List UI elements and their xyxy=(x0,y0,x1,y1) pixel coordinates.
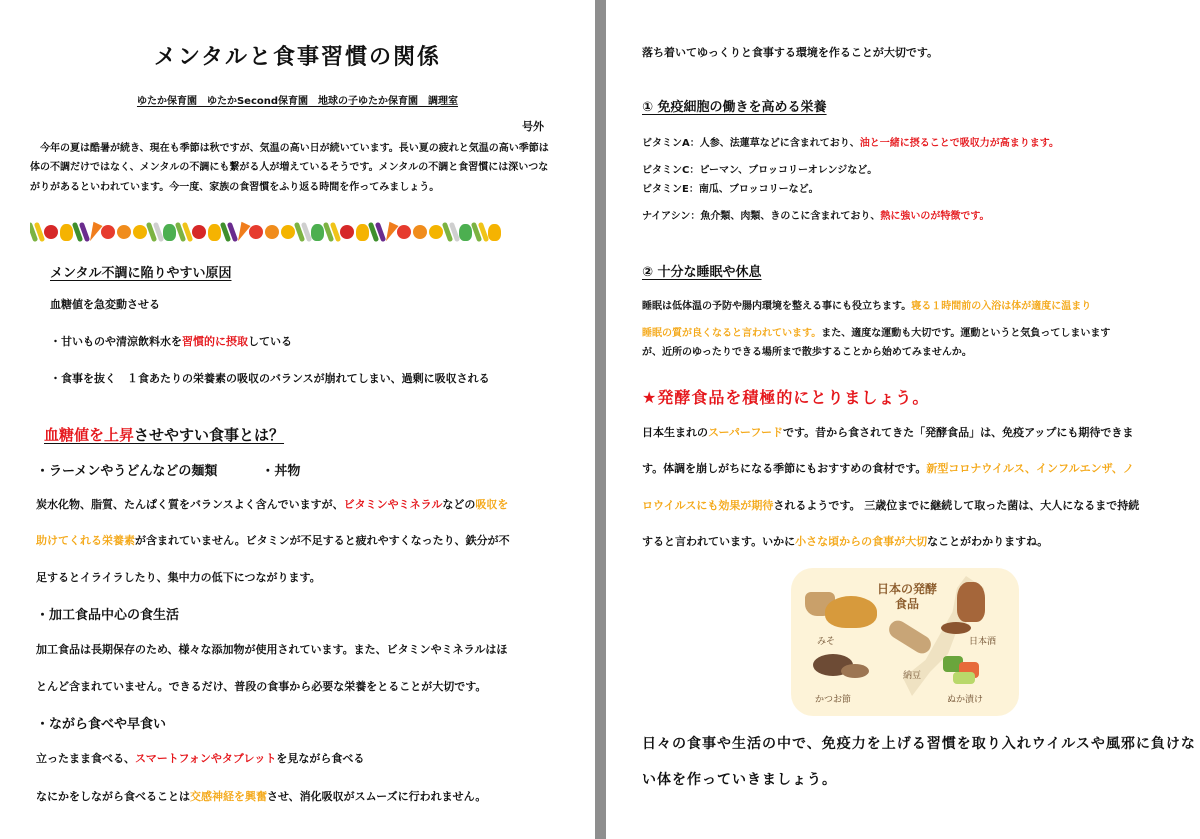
page-title: メンタルと食事習慣の関係 xyxy=(153,45,442,70)
vegetable-icon xyxy=(281,225,295,239)
pickle-radish-icon xyxy=(953,672,975,684)
niacin-line: ナイアシン：魚介類、肉類、きのこに含まれており、熱に強いのが特徴です。 xyxy=(642,211,990,222)
vegetable-icon xyxy=(340,225,354,239)
sleep-text-line-3: が、近所のゆったりできる場所まで散歩することから始めてみませんか。 xyxy=(642,347,972,358)
vegetable-icon xyxy=(101,225,115,239)
section-heading-fermented: ★発酵食品を積極的にとりましょう。 xyxy=(642,388,930,407)
vegetable-icon xyxy=(44,225,58,239)
vegetable-icon xyxy=(429,225,443,239)
fermented-text-line-4: すると言われています。いかに小さな頃からの食事が大切なことがわかりますね。 xyxy=(642,535,1049,548)
continued-line: 落ち着いてゆっくりと食事する環境を作ることが大切です。 xyxy=(642,46,939,59)
natto-straw-icon xyxy=(886,617,935,657)
document-page-right xyxy=(606,0,1200,839)
miso-mound-icon xyxy=(825,596,877,628)
sleep-text-line-1: 睡眠は低体温の予防や腸内環境を整える事にも役立ちます。寝る１時間前の入浴は体が適度に温まり xyxy=(642,301,1092,312)
cause-bullet-skipping: ・食事を抜く １食あたりの栄養素の吸収のバランスが崩れてしまい、過剰に吸収される xyxy=(50,372,490,385)
vegetable-icon xyxy=(192,225,206,239)
vegetable-icon xyxy=(459,224,472,241)
vegetable-icon xyxy=(249,225,263,239)
vegetable-icon xyxy=(208,224,221,241)
distracted-text-line-1: 立ったまま食べる、スマートフォンやタブレットを見ながら食べる xyxy=(36,752,365,765)
closing-line-2: い体を作っていきましょう。 xyxy=(642,772,837,788)
fermented-text-line-2: す。体調を崩しがちになる季節にもおすすめの食材です。新型コロナウイルス、インフルエンザ、ノ xyxy=(642,462,1134,475)
vegetable-icon xyxy=(233,221,250,242)
item-noodles: ・ラーメンやうどんなどの麺類 ・丼物 xyxy=(36,464,301,479)
vegetable-icon xyxy=(356,224,369,241)
sleep-text-line-2: 睡眠の質が良くなると言われています。また、適度な運動も大切です。運動というと気負ってしまいます xyxy=(642,328,1111,339)
cause-lead: 血糖値を急変動させる xyxy=(50,298,160,311)
cause-bullet-sweets: ・甘いものや清涼飲料水を習慣的に摂取している xyxy=(50,335,292,348)
vegetable-icon xyxy=(311,224,324,241)
vegetable-icon xyxy=(488,224,501,241)
closing-line-1: 日々の食事や生活の中で、免疫力を上げる習慣を取り入れウイルスや風邪に負けな xyxy=(642,736,1196,752)
distracted-text-line-2: なにかをしながら食べることは交感神経を興奮させ、消化吸収がスムーズに行われません。 xyxy=(36,790,487,803)
label-sake: 日本酒 xyxy=(969,637,997,647)
vegetable-icon xyxy=(163,224,176,241)
vegetable-icon xyxy=(85,221,102,242)
section-heading-sleep: ② 十分な睡眠や休息 xyxy=(642,265,762,280)
section-heading-mental-causes: メンタル不調に陥りやすい原因 xyxy=(50,266,232,281)
fermented-text-line-3: ロウイルスにも効果が期待されるようです。 三歳位までに継続して取った菌は、大人になるまで持続 xyxy=(642,499,1140,512)
vegetable-icon xyxy=(397,225,411,239)
label-natto: 納豆 xyxy=(903,671,922,681)
noodles-text-line-3: 足するとイライラしたり、集中力の低下につながります。 xyxy=(36,571,321,584)
vegetable-icon xyxy=(117,225,131,239)
page-subtitle: ゆたか保育園 ゆたかSecond保育園 地球の子ゆたか保育園 調理室 xyxy=(136,96,459,107)
label-miso: みそ xyxy=(817,637,836,647)
vegetable-icon xyxy=(381,221,398,242)
vegetable-icon xyxy=(133,225,147,239)
vegetable-border xyxy=(30,220,550,244)
vegetable-icon xyxy=(413,225,427,239)
document-page-left xyxy=(0,0,595,839)
section-heading-immune: ① 免疫細胞の働きを高める栄養 xyxy=(642,100,827,115)
intro-paragraph: 今年の夏は酷暑が続き、現在も季節は秋ですが、気温の高い日が続いています。長い夏の疲れと気温の高い季節は体の不調だけではなく、メンタルの不調にも繋がる人が増えているそうです。メンタルの不調と食習慣には深いつながりがあるといわれています。今一度、家族の食習慣をふり返る時間を作ってみましょう。 xyxy=(30,143,549,193)
label-katsuobushi: かつお節 xyxy=(815,695,852,705)
vegetable-icon xyxy=(265,225,279,239)
sake-cup-icon xyxy=(941,622,971,634)
noodles-text-line-2: 助けてくれる栄養素が含まれていません。ビタミンが不足すると疲れやすくなったり、鉄分が不 xyxy=(36,534,510,547)
sake-bottle-icon xyxy=(957,582,985,622)
fermented-foods-illustration xyxy=(791,568,1019,716)
vitamin-a-line: ビタミンA：人参、法蓮草などに含まれており、油と一緒に摂ることで吸収力が高まります。 xyxy=(642,138,1059,149)
item-distracted-eating: ・ながら食べや早食い xyxy=(36,717,167,732)
noodles-text-line-1: 炭水化物、脂質、たんぱく質をバランスよく含んでいますが、ビタミンやミネラルなどの吸収を xyxy=(36,498,509,511)
vitamin-e-line: ビタミンE：南瓜、ブロッコリーなど。 xyxy=(642,184,819,195)
processed-text-line-2: とんど含まれていません。できるだけ、普段の食事から必要な栄養をとることが大切です。 xyxy=(36,680,487,693)
katsuobushi-shavings-icon xyxy=(841,664,869,678)
vegetable-icon xyxy=(60,224,73,241)
issue-label: 号外 xyxy=(522,120,544,133)
item-processed-food: ・加工食品中心の食生活 xyxy=(36,608,180,623)
processed-text-line-1: 加工食品は長期保存のため、様々な添加物が使用されています。また、ビタミンやミネラルはほ xyxy=(36,643,508,656)
illustration-title: 日本の発酵食品 xyxy=(876,582,937,611)
vitamin-c-line: ビタミンC：ピーマン、ブロッコリーオレンジなど。 xyxy=(642,165,878,176)
section-heading-blood-sugar: 血糖値を上昇させやすい食事とは？ xyxy=(44,426,285,444)
fermented-text-line-1: 日本生まれのスーパーフードです。昔から食されてきた「発酵食品」は、免疫アップにも期待できま xyxy=(642,426,1134,439)
label-nukazuke: ぬか漬け xyxy=(947,695,984,705)
